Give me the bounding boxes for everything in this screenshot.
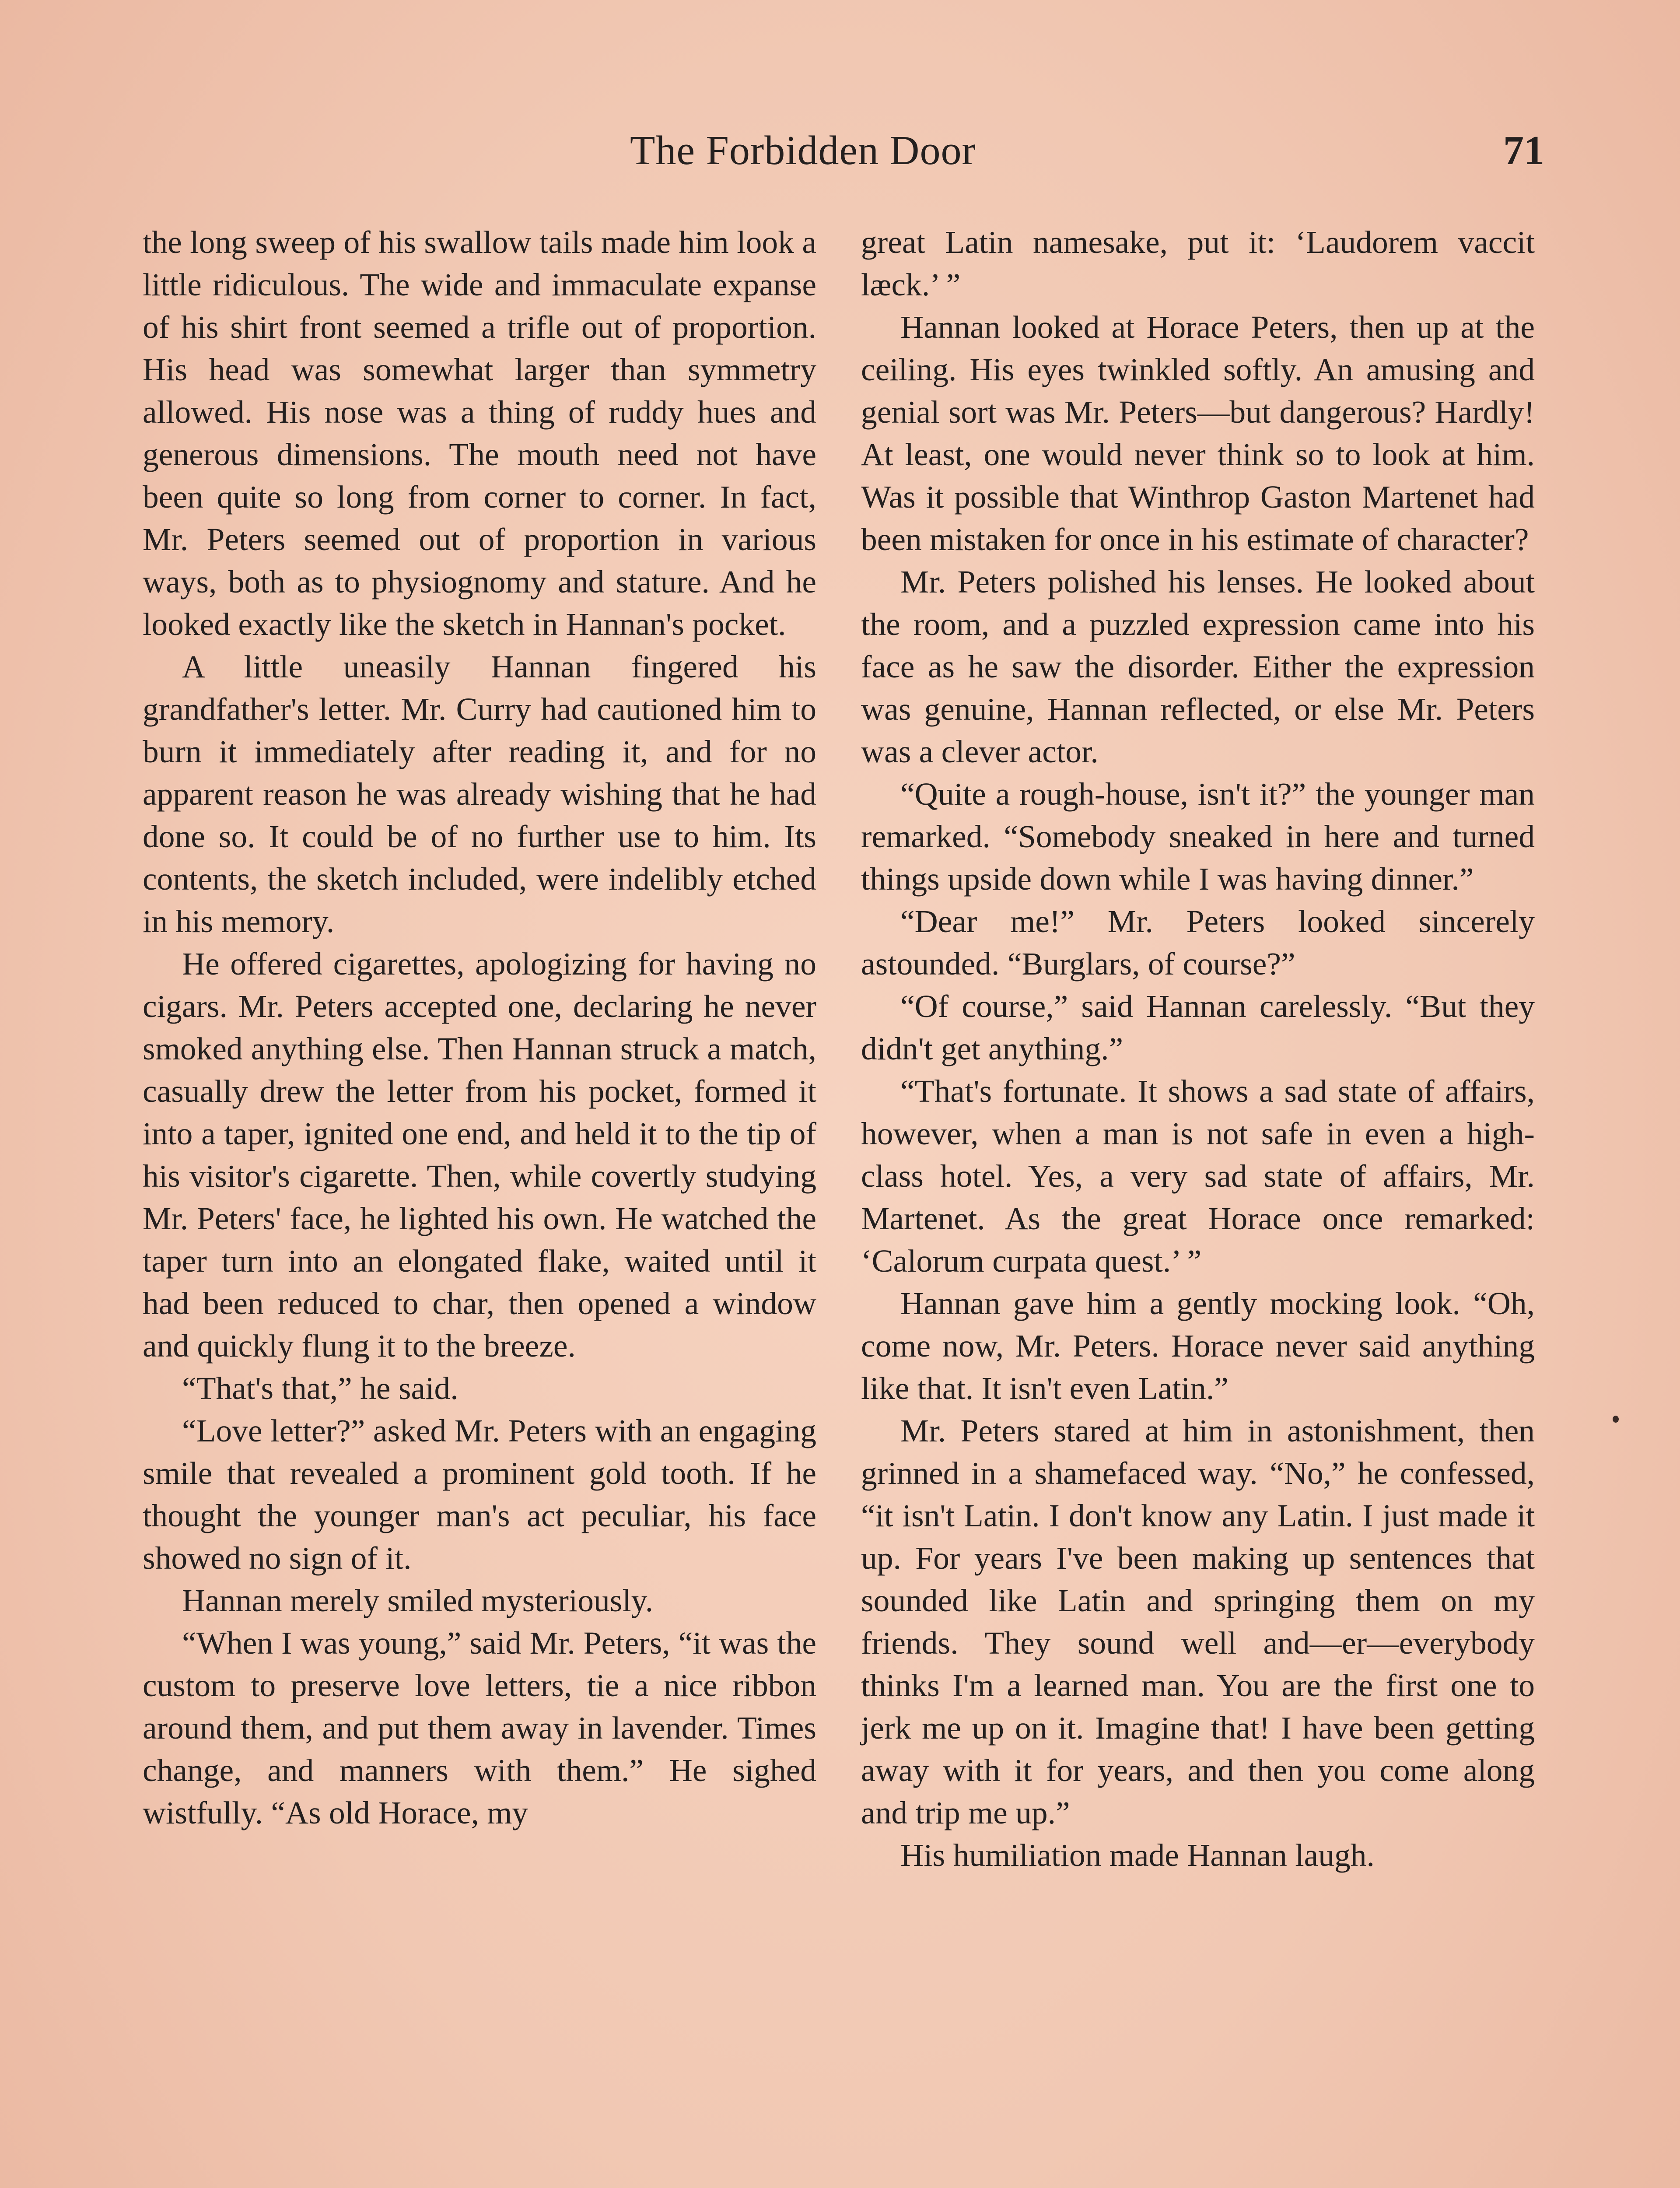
paragraph: Mr. Peters stared at him in astonishment, then grinned in a shamefaced way. “No,” he confessed, “it isn't Latin. I don't know any Latin. I just made it up. For years I've been making up sentences that sounded like Latin and springing them on my friends. They sound well and—er—everybody thinks I'm a learned man. You are the first one to jerk me up on it. Imagine that! I have been getting away with it for years, and then you come along and trip me up.” [861,1413,1535,1830]
paragraph: “That's fortunate. It shows a sad state of affairs, however, when a man is not safe in even a high-class hotel. Yes, a very sad state of affairs, Mr. Martenet. As the great Horace once remarked: ‘Calorum curpata quest.’ ” [861,1073,1535,1279]
paragraph: His humiliation made Hannan laugh. [900,1837,1375,1873]
paragraph: Hannan looked at Horace Peters, then up at the ceiling. His eyes twinkled softly. An amusing and genial sort was Mr. Peters—but dangerous? Hardly! At least, one would never think so to look at him. Was it possible that Winthrop Gaston Martenet had been mistaken for once in his estimate of character? [861,309,1535,557]
paragraph: the long sweep of his swallow tails made him look a little ridiculous. The wide and immaculate expanse of his shirt front seemed a trifle out of proportion. His head was somewhat larger than symmetry allowed. His nose was a thing of ruddy hues and generous dimensions. The mouth need not have been quite so long from corner to corner. In fact, Mr. Peters seemed out of proportion in various ways, both as to physiognomy and stature. And he looked exactly like the sketch in Hannan's pocket. [143,224,816,642]
ink-speck [1613,1416,1619,1423]
running-title: The Forbidden Door [630,128,976,173]
page-number: 71 [1503,128,1544,173]
paragraph: “When I was young,” said Mr. Peters, “it was the custom to preserve love letters, tie a nice ribbon around them, and put them away in lavender. Times change, and manners with them.” He sighed wistfully. “As old Horace, my [143,1625,816,1830]
paragraph: “Dear me!” Mr. Peters looked sincerely astounded. “Burglars, of course?” [861,904,1535,982]
left-column [143,221,816,1834]
paragraph: A little uneasily Hannan fingered his grandfather's letter. Mr. Curry had cautioned him to burn it immediately after reading it, and for no apparent reason he was already wishing that he had done so. It could be of no further use to him. Its contents, the sketch included, were indelibly etched in his memory. [143,649,816,939]
right-column [861,221,1535,1876]
paragraph: “That's that,” he said. [182,1371,458,1406]
paragraph: Hannan gave him a gently mocking look. “Oh, come now, Mr. Peters. Horace never said anything like that. It isn't even Latin.” [861,1286,1535,1406]
paragraph: Mr. Peters polished his lenses. He looked about the room, and a puzzled expression came into his face as he saw the disorder. Either the expression was genuine, Hannan reflected, or else Mr. Peters was a clever actor. [861,564,1535,769]
page-header [481,127,1558,193]
paragraph: He offered cigarettes, apologizing for having no cigars. Mr. Peters accepted one, declaring he never smoked anything else. Then Hannan struck a match, casually drew the letter from his pocket, formed it into a taper, ignited one end, and held it to the tip of his visitor's cigarette. Then, while covertly studying Mr. Peters' face, he lighted his own. He watched the taper turn into an elongated flake, waited until it had been reduced to char, then opened a window and quickly flung it to the breeze. [143,946,816,1364]
paragraph: Hannan merely smiled mysteriously. [182,1583,654,1618]
paragraph: “Of course,” said Hannan carelessly. “But they didn't get anything.” [861,989,1535,1066]
paragraph: great Latin namesake, put it: ‘Laudorem vaccit læck.’ ” [861,224,1535,302]
paragraph: “Love letter?” asked Mr. Peters with an engaging smile that revealed a prominent gold tooth. If he thought the younger man's act peculiar, his face showed no sign of it. [143,1413,816,1576]
paragraph: “Quite a rough-house, isn't it?” the younger man remarked. “Somebody sneaked in here and turned things upside down while I was having dinner.” [861,776,1535,897]
